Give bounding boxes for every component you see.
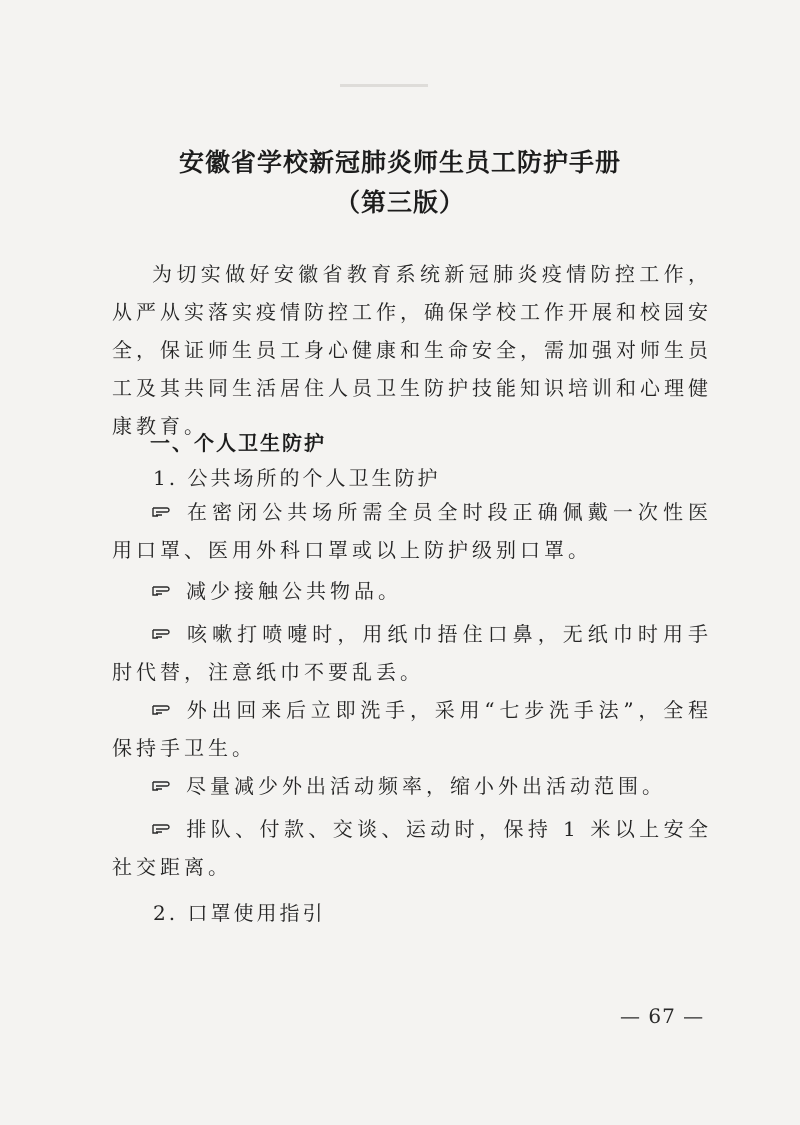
list-item (112, 767, 712, 805)
pointing-hand-icon (152, 821, 176, 835)
pointing-hand-icon (152, 504, 176, 518)
pointing-hand-icon (152, 778, 176, 792)
intro-paragraph: 为切实做好安徽省教育系统新冠肺炎疫情防控工作，从严从实落实疫情防控工作，确保学校工作开展和校园安全，保证师生员工身心健康和生命安全，需加强对师生员工及其共同生活居住人员卫生防护技能知识培训和心理健康教育。 (112, 262, 712, 438)
pointing-hand-icon (152, 702, 176, 716)
pointing-hand-icon (152, 583, 176, 597)
list-item (112, 810, 712, 886)
subsection-heading-public-places: 1. 公共场所的个人卫生防护 (153, 466, 441, 490)
subsection-heading-mask-guide: 2. 口罩使用指引 (153, 901, 326, 925)
section-heading-personal-hygiene: 一、个人卫生防护 (150, 431, 326, 455)
page-number: — 67 — (620, 1004, 705, 1028)
list-item-text: 减少接触公共物品。 (186, 579, 402, 603)
list-item-text: 尽量减少外出活动频率，缩小外出活动范围。 (186, 774, 666, 798)
list-item-text: 外出回来后立即洗手，采用“七步洗手法”，全程保持手卫生。 (112, 698, 712, 760)
list-item-text: 咳嗽打喷嚏时，用纸巾捂住口鼻，无纸巾时用手肘代替，注意纸巾不要乱丢。 (112, 622, 712, 684)
list-item-text: 在密闭公共场所需全员全时段正确佩戴一次性医用口罩、医用外科口罩或以上防护级别口罩。 (112, 500, 712, 562)
list-item (112, 572, 712, 610)
document-title: 安徽省学校新冠肺炎师生员工防护手册 (178, 148, 621, 177)
pointing-hand-icon (152, 626, 176, 640)
list-item-text: 排队、付款、交谈、运动时，保持 1 米以上安全社交距离。 (112, 817, 712, 879)
list-item (112, 691, 712, 767)
list-item (112, 493, 712, 569)
list-item (112, 615, 712, 691)
scan-mark (340, 84, 428, 87)
document-edition: （第三版） (334, 188, 465, 217)
